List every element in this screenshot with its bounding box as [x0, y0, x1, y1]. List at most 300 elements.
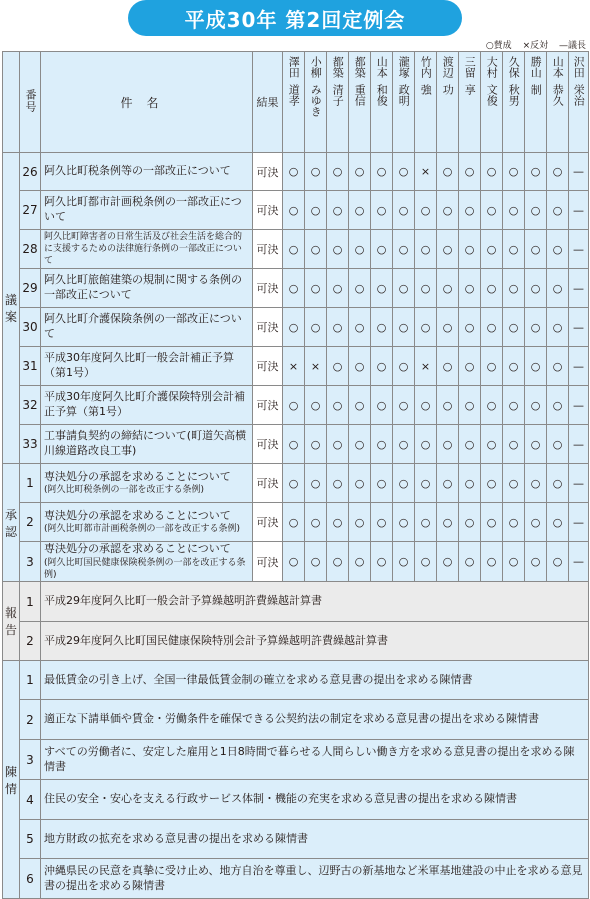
- petitions-row: [3, 661, 589, 700]
- item-subject-text: 工事請負契約の締結について(町道矢高横川線道路改良工事): [44, 429, 247, 457]
- vote-mark: ○: [371, 542, 393, 582]
- vote-mark: ○: [525, 230, 547, 269]
- vote-mark: ○: [525, 308, 547, 347]
- header-number-label: 番号: [24, 88, 38, 113]
- item-subject: 沖縄県民の民意を真摯に受け止め、地方自治を尊重し、辺野古の新基地など米軍基地建設の中止を求める意見書の提出を求める陳情書: [41, 859, 589, 899]
- member-surname: 山本: [551, 56, 565, 78]
- item-subject-text: 阿久比町都市計画税条例の一部改正について: [44, 195, 242, 223]
- vote-mark: ○: [305, 386, 327, 425]
- vote-mark: ○: [437, 308, 459, 347]
- vote-mark: ○: [459, 153, 481, 191]
- vote-mark: ×: [283, 347, 305, 386]
- vote-mark: —: [569, 191, 589, 230]
- vote-mark: ○: [503, 464, 525, 503]
- legend-approve: ○賛成: [485, 41, 512, 51]
- vote-legend: [478, 38, 586, 51]
- vote-mark: ○: [371, 230, 393, 269]
- item-number: 2: [20, 622, 41, 661]
- category-char: 報: [4, 606, 17, 621]
- item-number: 6: [20, 859, 41, 899]
- vote-mark: ○: [481, 269, 503, 308]
- vote-mark: ○: [305, 542, 327, 582]
- category-petitions: [3, 661, 20, 899]
- member-header-11: [503, 52, 525, 153]
- item-subject: [41, 386, 253, 425]
- vote-mark: ○: [305, 153, 327, 191]
- vote-mark: ○: [393, 503, 415, 542]
- vote-mark: ○: [525, 269, 547, 308]
- vote-mark: ○: [349, 269, 371, 308]
- vote-mark: ○: [349, 153, 371, 191]
- vote-mark: ○: [305, 464, 327, 503]
- petitions-row: [3, 740, 589, 780]
- member-given-name: 重信: [353, 84, 367, 106]
- vote-mark: ○: [503, 425, 525, 464]
- vote-mark: ○: [415, 542, 437, 582]
- item-subject: 地方財政の拡充を求める意見書の提出を求める陳情書: [41, 820, 589, 859]
- vote-mark: —: [569, 503, 589, 542]
- vote-mark: ○: [415, 464, 437, 503]
- vote-mark: ○: [547, 269, 569, 308]
- item-subject: すべての労働者に、安定した雇用と1日8時間で暮らせる人間らしい働き方を求める意見書の提出を求める陳情書: [41, 740, 589, 780]
- vote-mark: ○: [503, 308, 525, 347]
- vote-mark: ○: [349, 308, 371, 347]
- item-result: 可決: [253, 464, 283, 503]
- member-surname: 三留: [463, 56, 477, 78]
- item-subject-subtext: (阿久比町都市計画税条例の一部を改正する条例): [44, 524, 241, 535]
- vote-mark: —: [569, 425, 589, 464]
- item-subject: [41, 269, 253, 308]
- header-row: [3, 52, 589, 153]
- petitions-row: [3, 780, 589, 820]
- vote-mark: ○: [525, 464, 547, 503]
- member-given-name: 制: [529, 84, 543, 95]
- vote-mark: ○: [327, 542, 349, 582]
- category-char: 情: [4, 781, 17, 796]
- vote-mark: ○: [305, 425, 327, 464]
- vote-mark: ○: [459, 425, 481, 464]
- vote-mark: ○: [327, 386, 349, 425]
- member-given-name: みゆき: [309, 84, 323, 117]
- category-char: 認: [4, 524, 17, 539]
- item-number: 27: [20, 191, 41, 230]
- vote-mark: ○: [305, 503, 327, 542]
- item-subject: 住民の安全・安心を支える行政サービス体制・機能の充実を求める意見書の提出を求める陳情書: [41, 780, 589, 820]
- vote-mark: ○: [459, 503, 481, 542]
- vote-mark: ○: [415, 308, 437, 347]
- vote-mark: ○: [349, 542, 371, 582]
- vote-mark: ○: [371, 347, 393, 386]
- vote-mark: ○: [437, 153, 459, 191]
- vote-mark: ○: [327, 347, 349, 386]
- vote-mark: ○: [415, 425, 437, 464]
- vote-mark: ○: [349, 425, 371, 464]
- member-given-name: 文俊: [485, 84, 499, 106]
- item-subject: [41, 230, 253, 269]
- member-surname: 小柳: [309, 56, 323, 78]
- vote-mark: ○: [525, 191, 547, 230]
- member-given-name: 恭久: [551, 84, 565, 106]
- item-subject: 適正な下請単価や賃金・労働条件を確保できる公契約法の制定を求める意見書の提出を求める陳情書: [41, 700, 589, 740]
- vote-mark: ○: [437, 230, 459, 269]
- vote-mark: —: [569, 308, 589, 347]
- member-surname: 渡辺: [441, 56, 455, 78]
- vote-mark: ○: [481, 386, 503, 425]
- vote-mark: ○: [371, 425, 393, 464]
- item-subject: [41, 464, 253, 503]
- vote-mark: ○: [525, 153, 547, 191]
- vote-mark: ○: [283, 308, 305, 347]
- vote-mark: —: [569, 542, 589, 582]
- vote-mark: ○: [305, 269, 327, 308]
- item-result: 可決: [253, 425, 283, 464]
- reports-row: [3, 582, 589, 622]
- vote-mark: ○: [283, 425, 305, 464]
- approvals-row: [3, 464, 589, 503]
- item-number: 30: [20, 308, 41, 347]
- vote-mark: ×: [305, 347, 327, 386]
- item-result: 可決: [253, 386, 283, 425]
- category-char: 承: [4, 507, 17, 522]
- member-surname: 都築: [353, 56, 367, 78]
- item-subject: [41, 425, 253, 464]
- item-number: 32: [20, 386, 41, 425]
- vote-mark: ○: [503, 386, 525, 425]
- item-subject-text: 阿久比町旅館建築の規制に関する条例の一部改正について: [44, 273, 242, 301]
- vote-mark: ○: [525, 542, 547, 582]
- vote-mark: ○: [327, 230, 349, 269]
- vote-mark: ○: [415, 230, 437, 269]
- item-subject-subtext: (阿久比町税条例の一部を改正する条例): [44, 485, 205, 496]
- vote-mark: ○: [349, 347, 371, 386]
- member-header-2: [305, 52, 327, 153]
- vote-mark: ○: [393, 230, 415, 269]
- vote-mark: —: [569, 269, 589, 308]
- vote-mark: ○: [415, 386, 437, 425]
- member-header-4: [349, 52, 371, 153]
- vote-mark: ○: [371, 153, 393, 191]
- item-subject: [41, 542, 253, 582]
- item-result: 可決: [253, 191, 283, 230]
- vote-mark: ○: [547, 347, 569, 386]
- vote-mark: ○: [305, 230, 327, 269]
- vote-mark: ○: [459, 191, 481, 230]
- item-subject: 平成29年度阿久比町国民健康保険特別会計予算繰越明許費繰越計算書: [41, 622, 589, 661]
- member-header-10: [481, 52, 503, 153]
- vote-mark: ○: [283, 191, 305, 230]
- vote-mark: ○: [459, 230, 481, 269]
- vote-mark: ○: [503, 542, 525, 582]
- vote-mark: ○: [437, 386, 459, 425]
- vote-mark: ○: [283, 269, 305, 308]
- vote-mark: ○: [283, 542, 305, 582]
- item-number: 2: [20, 700, 41, 740]
- member-header-5: [371, 52, 393, 153]
- vote-mark: ○: [393, 425, 415, 464]
- member-given-name: 道孝: [287, 84, 301, 106]
- vote-mark: ○: [525, 347, 547, 386]
- vote-mark: ○: [481, 347, 503, 386]
- category-approvals: [3, 464, 20, 582]
- member-given-name: 享: [463, 84, 477, 95]
- bills-row: [3, 347, 589, 386]
- item-subject: 平成29年度阿久比町一般会計予算繰越明許費繰越計算書: [41, 582, 589, 622]
- vote-mark: ○: [327, 503, 349, 542]
- item-subject: [41, 308, 253, 347]
- member-header-3: [327, 52, 349, 153]
- vote-mark: ○: [547, 542, 569, 582]
- member-surname: 山本: [375, 56, 389, 78]
- vote-mark: ○: [393, 542, 415, 582]
- vote-mark: ○: [415, 191, 437, 230]
- vote-mark: ×: [415, 153, 437, 191]
- vote-mark: ○: [525, 425, 547, 464]
- item-subject: [41, 347, 253, 386]
- member-header-8: [437, 52, 459, 153]
- vote-mark: ○: [503, 347, 525, 386]
- vote-mark: ○: [305, 308, 327, 347]
- item-subject-text: 阿久比町障害者の日常生活及び社会生活を総合的に支援するための法律施行条例の一部改正について: [44, 231, 243, 267]
- header-result: 結果: [253, 52, 283, 153]
- petitions-row: [3, 700, 589, 740]
- member-given-name: 清子: [331, 84, 345, 106]
- vote-mark: ○: [283, 464, 305, 503]
- voting-results-table: [2, 51, 589, 899]
- vote-mark: ×: [415, 347, 437, 386]
- vote-mark: ○: [459, 269, 481, 308]
- member-surname: 久保: [507, 56, 521, 78]
- item-number: 28: [20, 230, 41, 269]
- item-subject: [41, 503, 253, 542]
- vote-mark: ○: [437, 464, 459, 503]
- vote-mark: ○: [393, 386, 415, 425]
- vote-mark: ○: [459, 386, 481, 425]
- bills-row: [3, 308, 589, 347]
- vote-mark: ○: [327, 308, 349, 347]
- header-subject-label: 件名: [120, 95, 173, 110]
- vote-mark: ○: [393, 308, 415, 347]
- vote-mark: ○: [525, 386, 547, 425]
- bills-row: [3, 153, 589, 191]
- vote-mark: —: [569, 230, 589, 269]
- vote-mark: ○: [327, 153, 349, 191]
- item-subject: [41, 153, 253, 191]
- vote-mark: ○: [503, 153, 525, 191]
- item-number: 3: [20, 740, 41, 780]
- vote-mark: ○: [349, 503, 371, 542]
- legend-chair: —議長: [558, 41, 586, 51]
- item-result: 可決: [253, 153, 283, 191]
- vote-mark: ○: [437, 347, 459, 386]
- vote-mark: ○: [283, 230, 305, 269]
- vote-mark: ○: [393, 191, 415, 230]
- item-result: 可決: [253, 269, 283, 308]
- vote-mark: ○: [371, 191, 393, 230]
- vote-mark: ○: [547, 308, 569, 347]
- vote-mark: ○: [349, 230, 371, 269]
- item-number: 2: [20, 503, 41, 542]
- bills-row: [3, 269, 589, 308]
- vote-mark: ○: [459, 347, 481, 386]
- vote-mark: ○: [393, 153, 415, 191]
- vote-mark: ○: [503, 230, 525, 269]
- member-surname: 澤田: [287, 56, 301, 78]
- vote-mark: ○: [547, 425, 569, 464]
- item-result: 可決: [253, 230, 283, 269]
- item-number: 5: [20, 820, 41, 859]
- category-reports: [3, 582, 20, 661]
- member-header-6: [393, 52, 415, 153]
- item-subject-subtext: (阿久比町国民健康保険税条例の一部を改正する条例): [44, 557, 246, 580]
- bills-row: [3, 425, 589, 464]
- vote-mark: —: [569, 386, 589, 425]
- item-number: 26: [20, 153, 41, 191]
- vote-mark: ○: [547, 386, 569, 425]
- vote-mark: ○: [459, 308, 481, 347]
- vote-mark: ○: [459, 464, 481, 503]
- item-subject-text: 阿久比町税条例等の一部改正について: [44, 164, 231, 178]
- category-bills: [3, 153, 20, 464]
- item-subject-text: 専決処分の承認を求めることについて: [44, 508, 231, 522]
- vote-mark: ○: [305, 191, 327, 230]
- member-header-1: [283, 52, 305, 153]
- vote-mark: ○: [283, 386, 305, 425]
- member-given-name: 功: [441, 84, 455, 95]
- item-number: 29: [20, 269, 41, 308]
- vote-mark: ○: [547, 503, 569, 542]
- vote-mark: ○: [481, 308, 503, 347]
- vote-mark: ○: [349, 464, 371, 503]
- vote-mark: ○: [393, 269, 415, 308]
- vote-mark: ○: [327, 269, 349, 308]
- item-number: 33: [20, 425, 41, 464]
- vote-mark: ○: [415, 503, 437, 542]
- item-number: 1: [20, 582, 41, 622]
- member-header-9: [459, 52, 481, 153]
- vote-mark: ○: [481, 153, 503, 191]
- vote-mark: ○: [371, 464, 393, 503]
- vote-mark: ○: [547, 191, 569, 230]
- vote-mark: ○: [503, 269, 525, 308]
- legend-oppose: ×反対: [522, 41, 549, 51]
- vote-mark: ○: [327, 425, 349, 464]
- vote-mark: ○: [393, 464, 415, 503]
- approvals-row: [3, 542, 589, 582]
- vote-mark: ○: [371, 269, 393, 308]
- vote-mark: —: [569, 153, 589, 191]
- vote-mark: ○: [327, 464, 349, 503]
- item-number: 1: [20, 661, 41, 700]
- vote-mark: ○: [481, 464, 503, 503]
- member-given-name: 和俊: [375, 84, 389, 106]
- item-result: 可決: [253, 503, 283, 542]
- member-header-12: [525, 52, 547, 153]
- member-given-name: 栄治: [572, 84, 586, 106]
- vote-mark: ○: [459, 542, 481, 582]
- member-surname: 瀧塚: [397, 56, 411, 78]
- item-subject-text: 平成30年度阿久比町一般会計補正予算（第1号）: [44, 351, 234, 379]
- vote-mark: ○: [371, 503, 393, 542]
- vote-mark: ○: [437, 269, 459, 308]
- reports-row: [3, 622, 589, 661]
- vote-mark: ○: [503, 503, 525, 542]
- vote-mark: ○: [481, 230, 503, 269]
- member-header-14: [569, 52, 589, 153]
- vote-mark: ○: [283, 503, 305, 542]
- item-subject-text: 阿久比町介護保険条例の一部改正について: [44, 312, 242, 340]
- item-subject: [41, 191, 253, 230]
- item-subject-text: 平成30年度阿久比町介護保険特別会計補正予算（第1号）: [44, 390, 245, 418]
- petitions-row: [3, 820, 589, 859]
- category-char: 議: [4, 293, 17, 307]
- category-char: 陳: [4, 764, 17, 779]
- vote-mark: ○: [547, 230, 569, 269]
- item-number: 31: [20, 347, 41, 386]
- member-surname: 勝山: [529, 56, 543, 78]
- item-result: 可決: [253, 542, 283, 582]
- vote-mark: ○: [481, 542, 503, 582]
- header-corner: [3, 52, 20, 153]
- member-surname: 大村: [485, 56, 499, 78]
- member-given-name: 秋男: [507, 84, 521, 106]
- vote-mark: ○: [437, 503, 459, 542]
- category-char: 案: [4, 310, 17, 324]
- member-surname: 竹内: [419, 56, 433, 78]
- vote-mark: ○: [547, 153, 569, 191]
- item-subject: 最低賃金の引き上げ、全国一律最低賃金制の確立を求める意見書の提出を求める陳情書: [41, 661, 589, 700]
- vote-mark: ○: [393, 347, 415, 386]
- vote-mark: ○: [547, 464, 569, 503]
- page-title: 平成30年 第2回定例会: [128, 0, 462, 36]
- header-subject: [41, 52, 253, 153]
- item-number: 1: [20, 464, 41, 503]
- vote-mark: ○: [525, 503, 547, 542]
- item-subject-text: 専決処分の承認を求めることについて: [44, 542, 231, 555]
- member-header-7: [415, 52, 437, 153]
- member-surname: 沢田: [572, 56, 586, 78]
- item-result: 可決: [253, 347, 283, 386]
- vote-mark: —: [569, 464, 589, 503]
- item-subject-text: 専決処分の承認を求めることについて: [44, 469, 231, 483]
- item-result: 可決: [253, 308, 283, 347]
- vote-mark: ○: [349, 386, 371, 425]
- vote-mark: ○: [437, 191, 459, 230]
- vote-mark: —: [569, 347, 589, 386]
- vote-mark: ○: [481, 191, 503, 230]
- vote-mark: ○: [349, 191, 371, 230]
- approvals-row: [3, 503, 589, 542]
- vote-mark: ○: [481, 425, 503, 464]
- vote-mark: ○: [481, 503, 503, 542]
- member-given-name: 政明: [397, 84, 411, 106]
- bills-row: [3, 386, 589, 425]
- vote-mark: ○: [503, 191, 525, 230]
- member-header-13: [547, 52, 569, 153]
- vote-mark: ○: [327, 191, 349, 230]
- vote-mark: ○: [283, 153, 305, 191]
- item-number: 3: [20, 542, 41, 582]
- member-given-name: 強: [419, 84, 433, 95]
- vote-mark: ○: [371, 308, 393, 347]
- vote-mark: ○: [415, 269, 437, 308]
- bills-row: [3, 191, 589, 230]
- vote-mark: ○: [371, 386, 393, 425]
- vote-mark: ○: [437, 425, 459, 464]
- member-surname: 都築: [331, 56, 345, 78]
- header-number: [20, 52, 41, 153]
- bills-row: [3, 230, 589, 269]
- vote-mark: ○: [437, 542, 459, 582]
